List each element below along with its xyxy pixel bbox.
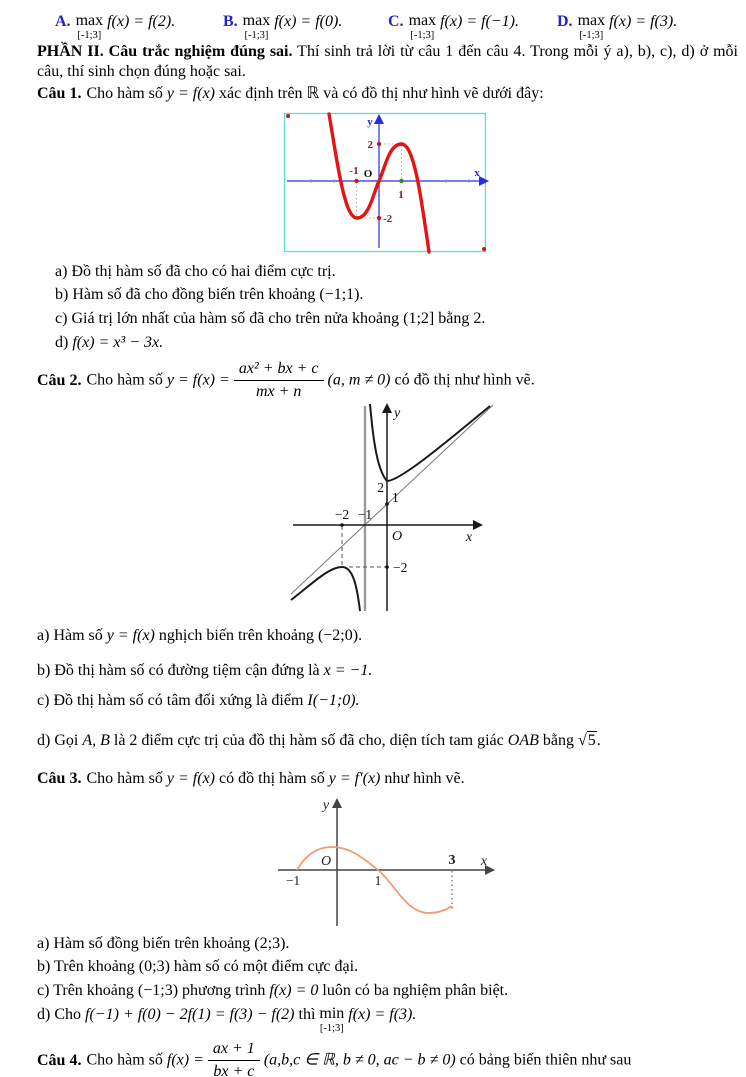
q2-item-a — [37, 626, 362, 646]
formula: f(x) = — [166, 1051, 204, 1069]
question-1-intro — [37, 84, 544, 104]
question-2-intro — [37, 360, 535, 402]
tick-label-neg1: −1 — [285, 873, 301, 888]
max-operator-block — [76, 13, 104, 42]
formula: y = f′(x) — [328, 770, 381, 787]
text: xác định trên — [219, 85, 303, 102]
graph-border-box — [285, 114, 486, 252]
item-text: Giá trị lớn nhất của hàm số đã cho trên nửa khoảng (1;2] bằng 2. — [71, 310, 486, 327]
part2-title: PHẦN II. Câu trắc nghiệm đúng sai. — [37, 43, 293, 60]
text: Cho hàm số — [86, 770, 163, 787]
text: như hình vẽ. — [384, 770, 465, 787]
item-text: thì — [298, 1006, 316, 1023]
max-operator: max — [408, 12, 437, 29]
text: có bảng biến thiên như sau — [459, 1051, 632, 1069]
item-label: a) — [37, 627, 50, 644]
text: có đồ thị như hình vẽ. — [394, 371, 535, 389]
radical-sign: √ — [577, 732, 587, 749]
x-axis-arrow — [479, 176, 489, 186]
option-formula: f(x) = f(0). — [274, 13, 343, 30]
item-text: Hàm số đồng biến trên khoảng (2;3). — [53, 935, 290, 952]
item-label: d) — [55, 334, 69, 351]
option-letter: B. — [223, 13, 238, 30]
part2-heading — [37, 42, 738, 81]
q1-item-a — [55, 262, 336, 282]
option-formula: f(x) = f(3). — [609, 13, 678, 30]
fraction-numerator: ax + 1 — [208, 1040, 260, 1061]
origin-label: O — [320, 854, 332, 869]
max-operator: max — [242, 12, 271, 29]
origin-label: O — [392, 529, 403, 544]
answer-option-c — [388, 12, 519, 42]
q1-item-c — [55, 309, 485, 329]
y-axis-arrow — [382, 403, 392, 413]
item-text: Gọi — [54, 732, 79, 749]
tick-label-2: 2 — [367, 139, 373, 151]
corner-control-dot — [482, 247, 486, 251]
y-axis-label: y — [394, 406, 401, 421]
q2-curve-lower-branch — [291, 567, 360, 611]
item-label: b) — [37, 958, 51, 975]
max-operator-block — [578, 13, 606, 42]
q3-item-b — [37, 957, 358, 977]
item-label: a) — [55, 263, 68, 280]
tick-label-3: 3 — [448, 853, 456, 868]
part2-instructions: Thí sinh trả lời từ câu 1 đến câu 4. Trong mỗi ý a), b), c), d) ở mỗi câu, thí sinh chọn đúng hoặc sai. — [37, 43, 738, 80]
condition: (a, m ≠ 0) — [327, 371, 391, 389]
question-2-label: Câu 2. — [37, 371, 82, 389]
item-formula: y = f(x) — [106, 627, 155, 644]
y-axis-label: y — [322, 798, 330, 813]
item-formula: A, B — [82, 732, 110, 749]
x-axis-arrow — [473, 520, 483, 530]
tick-label-neg2: -2 — [383, 213, 393, 225]
tick-label-2: 2 — [377, 480, 384, 495]
max-operator-block — [243, 13, 271, 42]
x-axis-label: x — [480, 854, 488, 869]
item-text: nghịch biến trên khoảng (−2;0). — [158, 627, 363, 644]
min-operator: min — [319, 1005, 345, 1022]
origin-label: O — [363, 168, 373, 180]
q2-item-b — [37, 661, 372, 681]
item-text: là 2 điểm cực trị của đồ thị hàm số đã cho, diện tích tam giác — [113, 732, 504, 749]
item-label: b) — [55, 286, 69, 303]
x-axis-label: x — [474, 167, 480, 179]
item-text: Đồ thị hàm số đã cho có hai điểm cực trị. — [71, 263, 336, 280]
question-4-intro — [37, 1040, 631, 1077]
item-label: d) — [37, 1006, 51, 1023]
q3-item-d — [37, 1005, 416, 1035]
tick-label-neg2: −2 — [334, 507, 350, 522]
max-operator: max — [75, 12, 104, 29]
y-axis-arrow — [332, 798, 342, 808]
option-letter: C. — [388, 13, 404, 30]
item-text: Đồ thị hàm số có tâm đối xứng là điểm — [53, 692, 304, 709]
item-label: d) — [37, 732, 51, 749]
tick-label-neg1: -1 — [349, 165, 359, 177]
item-text: Trên khoảng (−1;3) phương trình — [53, 982, 266, 999]
point-0-1 — [385, 502, 389, 506]
item-text: Trên khoảng (0;3) hàm số có một điểm cực đại. — [54, 958, 359, 975]
item-label: a) — [37, 935, 50, 952]
point-1-0 — [399, 179, 403, 183]
y-axis-label: y — [367, 116, 373, 128]
question-1-label: Câu 1. — [37, 85, 82, 102]
x-axis-label: x — [465, 530, 473, 545]
tick-label-neg1: −1 — [357, 507, 373, 522]
interval-subscript: [-1;3] — [579, 30, 604, 41]
q2-curve-upper-branch — [370, 404, 490, 481]
fraction-denominator: mx + n — [255, 383, 302, 401]
point-0-2 — [377, 142, 381, 146]
q2-item-d — [37, 731, 601, 751]
option-letter: A. — [55, 13, 71, 30]
text: và có đồ thị như hình vẽ dưới đây: — [323, 85, 544, 102]
interval-subscript: [-1;3] — [244, 30, 269, 41]
formula: y = f(x) = — [166, 371, 230, 389]
option-letter: D. — [557, 13, 573, 30]
item-formula: x = −1. — [323, 662, 373, 679]
interval-subscript: [-1;3] — [319, 1023, 344, 1034]
sqrt-expression — [578, 731, 597, 749]
text: Cho hàm số — [86, 1051, 163, 1069]
tick-label-neg2-y: −2 — [393, 560, 408, 575]
formula: y = f(x) — [166, 85, 216, 102]
item-formula: f(x) = x³ − 3x. — [72, 334, 164, 351]
formula: y = f(x) — [166, 770, 216, 787]
item-formula: f(−1) + f(0) − 2f(1) = f(3) − f(2) — [85, 1006, 295, 1023]
q1-cubic-function-graph — [283, 112, 493, 256]
question-4-label: Câu 4. — [37, 1051, 82, 1069]
item-text: Hàm số — [53, 627, 103, 644]
y-axis-arrow — [374, 114, 384, 124]
q3-derivative-graph — [268, 793, 500, 929]
radical-argument: 5 — [587, 732, 596, 749]
min-operator-block — [319, 1006, 344, 1035]
item-text: Cho — [54, 1006, 81, 1023]
max-operator-block — [409, 13, 437, 42]
item-text: Hàm số đã cho đồng biến trên khoảng (−1;1). — [72, 286, 364, 303]
tick-label-1: 1 — [374, 873, 382, 888]
condition: (a,b,c ∈ ℝ, b ≠ 0, ac − b ≠ 0) — [263, 1051, 456, 1069]
item-label: c) — [37, 982, 50, 999]
answer-option-d — [557, 12, 677, 42]
point-neg1-0 — [354, 179, 358, 183]
item-text: bằng — [542, 732, 574, 749]
item-formula: OAB — [507, 732, 539, 749]
answer-option-a — [55, 12, 175, 42]
option-formula: f(x) = f(−1). — [440, 13, 520, 30]
real-numbers-symbol: ℝ — [306, 85, 320, 102]
option-formula: f(x) = f(2). — [107, 13, 176, 30]
tick-label-1: 1 — [392, 490, 399, 505]
q1-item-b — [55, 285, 364, 305]
fraction-numerator: ax² + bx + c — [234, 360, 324, 381]
fraction — [208, 1040, 260, 1077]
item-label: b) — [37, 662, 51, 679]
text: có đồ thị hàm số — [219, 770, 325, 787]
corner-control-dot — [286, 114, 290, 118]
item-text: luôn có ba nghiệm phân biệt. — [322, 982, 509, 999]
item-text: Đồ thị hàm số có đường tiệm cận đứng là — [54, 662, 320, 679]
q2-item-c — [37, 691, 360, 711]
q3-item-c — [37, 981, 508, 1001]
item-label: c) — [55, 310, 68, 327]
item-formula: I(−1;0). — [307, 692, 360, 709]
q2-rational-function-graph — [285, 400, 499, 614]
text: Cho hàm số — [86, 85, 163, 102]
text: Cho hàm số — [86, 371, 163, 389]
interval-subscript: [-1;3] — [77, 30, 102, 41]
question-3-intro — [37, 769, 465, 789]
item-formula: f(x) = f(3). — [348, 1006, 417, 1023]
question-3-label: Câu 3. — [37, 770, 82, 787]
q1-item-d — [55, 333, 163, 353]
point-0-neg2 — [377, 216, 381, 220]
q3-item-a — [37, 934, 289, 954]
tick-label-1: 1 — [398, 189, 404, 201]
interval-subscript: [-1;3] — [410, 30, 435, 41]
answer-option-b — [223, 12, 342, 42]
fraction — [234, 360, 324, 402]
fraction-denominator: bx + c — [213, 1063, 255, 1077]
item-label: c) — [37, 692, 50, 709]
point-neg2-0 — [340, 523, 344, 527]
max-operator: max — [577, 12, 606, 29]
item-text: . — [596, 732, 601, 749]
point-0-neg2 — [385, 565, 389, 569]
item-formula: f(x) = 0 — [269, 982, 319, 999]
